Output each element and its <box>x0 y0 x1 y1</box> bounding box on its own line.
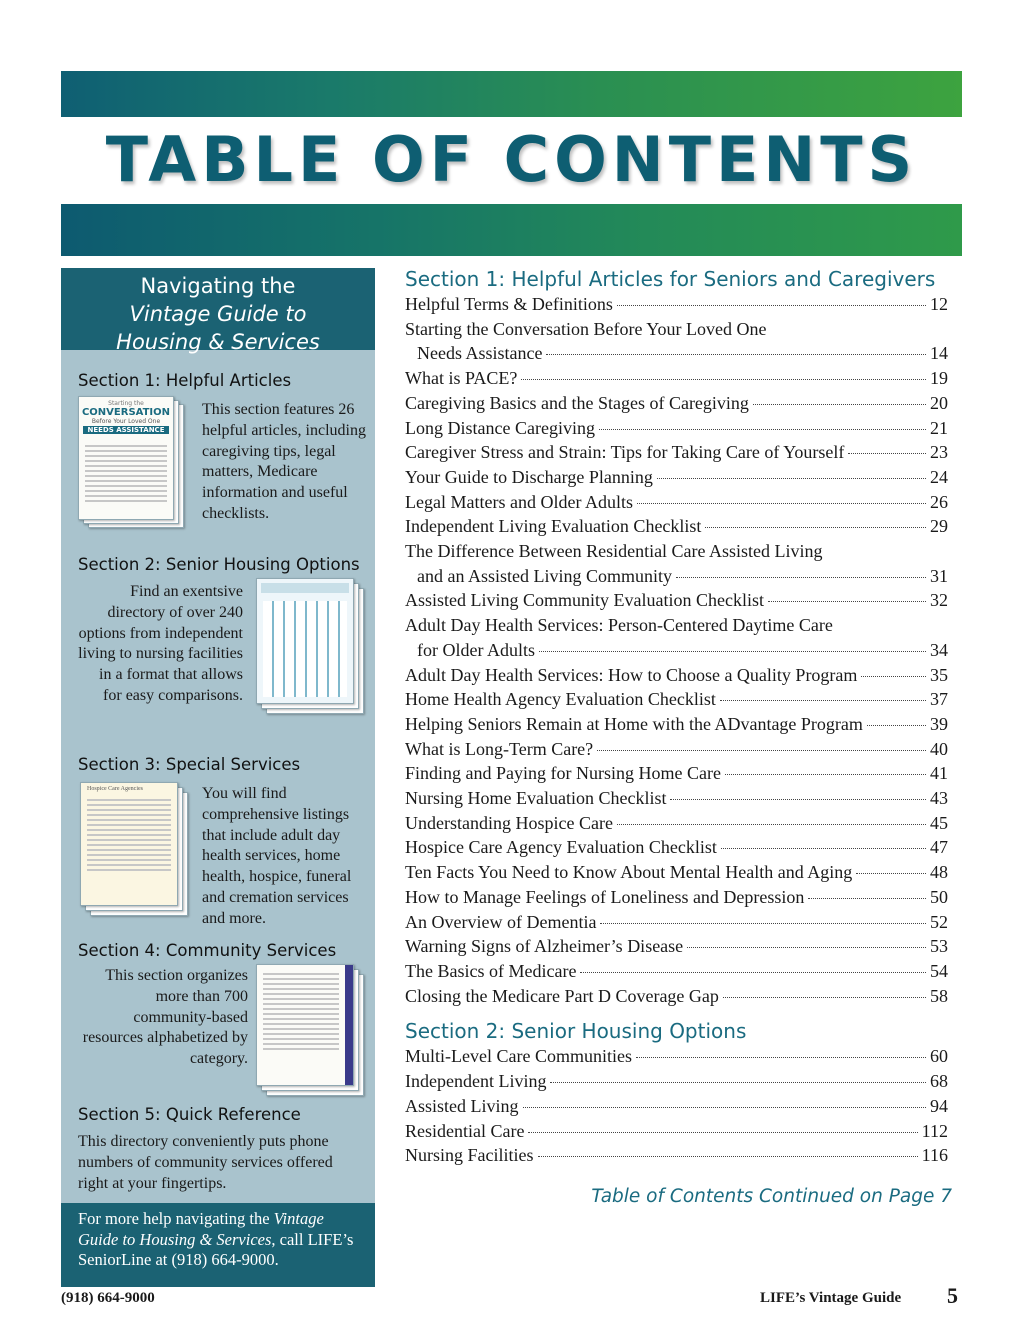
toc-entry <box>405 564 948 589</box>
toc-entry-title: Helpful Terms & Definitions <box>405 294 613 314</box>
sidebar-section-text: You will find comprehensive listings that include adult day health services, home health, hospice, funeral and cremation services and more. <box>202 785 352 927</box>
leader-dots <box>539 651 926 652</box>
sidebar-section-text: This section features 26 helpful articles, including caregiving tips, legal matters, Medicare information and useful checklists. <box>202 401 366 522</box>
toc-entry-title: Closing the Medicare Part D Coverage Gap <box>405 985 719 1006</box>
toc-entry <box>405 984 948 1009</box>
toc-entry-title: Independent Living Evaluation Checklist <box>405 516 702 537</box>
toc-entry <box>405 292 948 317</box>
housing-thumbnail <box>256 578 364 714</box>
leader-dots <box>753 404 926 405</box>
toc-page-number: 45 <box>930 812 948 833</box>
toc-page-number: 48 <box>930 862 948 883</box>
toc-page-number: 116 <box>921 1145 948 1166</box>
toc-entry <box>405 761 948 786</box>
toc-section-1-title: Section 1: Helpful Articles for Seniors and Caregivers <box>405 267 936 291</box>
toc-page-number: 47 <box>930 837 948 858</box>
page-number: 5 <box>947 1283 958 1308</box>
toc-page-number: 26 <box>930 491 948 512</box>
toc-entry-title: Caregiving Basics and the Stages of Caregiving <box>405 392 749 413</box>
toc-entry <box>405 514 948 539</box>
toc-entry-title: Warning Signs of Alzheimer’s Disease <box>405 936 684 957</box>
toc-entry-title: The Basics of Medicare <box>405 960 577 981</box>
toc-page-number: 23 <box>930 442 948 463</box>
toc-entry <box>405 860 948 885</box>
toc-page-number: 12 <box>930 294 948 314</box>
toc-entry-line: The Difference Between Residential Care Assisted Living <box>405 541 823 562</box>
toc-page-number: 39 <box>930 713 948 734</box>
toc-entry <box>405 416 948 441</box>
toc-entry <box>405 588 948 613</box>
toc-entry-line: Starting the Conversation Before Your Loved One <box>405 318 767 339</box>
leader-dots <box>597 750 926 751</box>
leader-dots <box>725 774 926 775</box>
toc-entry <box>405 341 948 366</box>
sidebar <box>61 268 375 1287</box>
sidebar-heading-line2: Vintage Guide to <box>129 302 307 326</box>
leader-dots <box>856 873 926 874</box>
toc-section-1-list <box>405 292 948 1008</box>
page-title: TABLE OF CONTENTS <box>105 123 918 196</box>
leader-dots <box>720 700 926 701</box>
toc-entry-title: Assisted Living <box>405 1095 519 1116</box>
toc-entry <box>405 885 948 910</box>
toc-entry <box>405 959 948 984</box>
sidebar-section-title: Section 2: Senior Housing Options <box>78 555 360 574</box>
toc-entry <box>405 737 948 762</box>
toc-entry <box>405 835 948 860</box>
services-thumbnail: Hospice Care Agencies <box>80 782 188 916</box>
toc-page-number: 68 <box>930 1071 948 1092</box>
toc-page-number: 53 <box>930 936 948 957</box>
footer-phone: (918) 664-9000 <box>61 1290 155 1306</box>
leader-dots <box>676 577 926 578</box>
sidebar-section-text: This directory conveniently puts phone numbers of community services offered right at your fingertips. <box>78 1133 333 1192</box>
toc-page-number: 94 <box>930 1095 948 1116</box>
toc-entry <box>405 1094 948 1119</box>
toc-page-number: 52 <box>930 911 948 932</box>
leader-dots <box>521 379 926 380</box>
sidebar-section-title: Section 5: Quick Reference <box>78 1105 301 1124</box>
header-band-top <box>61 71 962 117</box>
toc-entry-title: Ten Facts You Need to Know About Mental Health and Aging <box>405 862 853 883</box>
leader-dots <box>768 601 926 602</box>
toc-page-number: 14 <box>930 343 948 364</box>
leader-dots <box>617 824 926 825</box>
leader-dots <box>523 1107 926 1108</box>
toc-entry-title: Finding and Paying for Nursing Home Care <box>405 763 721 784</box>
toc-entry-title: Long Distance Caregiving <box>405 417 595 438</box>
leader-dots <box>705 527 926 528</box>
toc-entry-title: Helping Seniors Remain at Home with the ADvantage Program <box>405 713 863 734</box>
toc-page-number: 41 <box>930 763 948 784</box>
sidebar-section-5 <box>78 1104 368 1194</box>
leader-dots <box>637 503 926 504</box>
toc-entry-title: for Older Adults <box>417 639 535 660</box>
sidebar-section-title: Section 1: Helpful Articles <box>78 371 292 390</box>
footer-guide-name: LIFE’s Vintage Guide <box>760 1290 902 1306</box>
toc-entry-title: and an Assisted Living Community <box>417 565 672 586</box>
sidebar-section-text: This section organizes more than 700 community-based resources alphabetized by category. <box>82 967 248 1068</box>
toc-entry-title: Residential Care <box>405 1120 525 1141</box>
toc-entry-title: Hospice Care Agency Evaluation Checklist <box>405 837 717 858</box>
toc-entry-title: Nursing Home Evaluation Checklist <box>405 788 667 809</box>
continued-note: Table of Contents Continued on Page 7 <box>591 1186 952 1207</box>
toc-section-2-title: Section 2: Senior Housing Options <box>405 1019 747 1044</box>
toc-page-number: 24 <box>930 466 948 487</box>
toc-page-number: 40 <box>930 738 948 759</box>
table-of-contents <box>405 266 948 1168</box>
leader-dots <box>528 1132 917 1133</box>
leader-dots <box>657 478 926 479</box>
sidebar-heading-line3: Housing & Services <box>116 330 320 354</box>
toc-entry <box>405 366 948 391</box>
toc-section-2-list <box>405 1044 948 1168</box>
toc-entry-title: Nursing Facilities <box>405 1145 534 1166</box>
leader-dots <box>721 848 926 849</box>
leader-dots <box>867 725 926 726</box>
toc-page-number: 43 <box>930 788 948 809</box>
toc-entry-title: Legal Matters and Older Adults <box>405 491 633 512</box>
toc-entry-title: Caregiver Stress and Strain: Tips for Taking Care of Yourself <box>405 442 845 463</box>
sidebar-section-3 <box>78 754 368 927</box>
sidebar-section-4 <box>78 940 368 1068</box>
sidebar-section-2 <box>78 554 368 704</box>
toc-entry-title: Adult Day Health Services: How to Choose a Quality Program <box>405 664 858 685</box>
toc-entry <box>405 490 948 515</box>
leader-dots <box>580 972 926 973</box>
toc-page-number: 54 <box>930 960 948 981</box>
leader-dots <box>546 354 926 355</box>
toc-page-number: 31 <box>930 565 948 586</box>
toc-entry <box>405 1069 948 1094</box>
toc-entry-title: Multi-Level Care Communities <box>405 1046 632 1067</box>
toc-entry-title: Assisted Living Community Evaluation Checklist <box>405 590 764 611</box>
toc-entry-title: Home Health Agency Evaluation Checklist <box>405 689 716 710</box>
toc-page-number: 50 <box>930 886 948 907</box>
toc-entry <box>405 638 948 663</box>
community-thumbnail <box>256 964 364 1096</box>
toc-entry <box>405 934 948 959</box>
toc-entry-title: Your Guide to Discharge Planning <box>405 466 653 487</box>
toc-page-number: 112 <box>921 1120 948 1141</box>
leader-dots <box>550 1082 926 1083</box>
toc-page-number: 34 <box>930 639 948 660</box>
toc-entry-title: What is Long-Term Care? <box>405 738 594 759</box>
toc-page-number: 32 <box>930 590 948 611</box>
toc-entry-title: Independent Living <box>405 1071 547 1092</box>
toc-entry <box>405 1143 948 1168</box>
toc-entry <box>405 440 948 465</box>
toc-entry <box>405 465 948 490</box>
toc-entry <box>405 687 948 712</box>
toc-entry <box>405 811 948 836</box>
toc-page-number: 60 <box>930 1046 948 1067</box>
toc-entry <box>405 910 948 935</box>
sidebar-footer: For more help navigating the Vintage Guide to Housing & Services, call LIFE’s SeniorLine at (918) 664-9000. <box>61 1203 375 1287</box>
header-band-bottom <box>61 204 962 256</box>
article-thumbnail: Starting the CONVERSATION Before Your Loved One NEEDS ASSISTANCE <box>78 396 184 528</box>
toc-page-number: 19 <box>930 368 948 389</box>
toc-entry <box>405 1119 948 1144</box>
leader-dots <box>723 997 926 998</box>
leader-dots <box>538 1156 918 1157</box>
toc-entry <box>405 712 948 737</box>
toc-page-number: 58 <box>930 985 948 1006</box>
toc-entry-title: Understanding Hospice Care <box>405 812 613 833</box>
leader-dots <box>848 453 926 454</box>
toc-entry-title: An Overview of Dementia <box>405 911 597 932</box>
toc-entry-title: What is PACE? <box>405 368 518 389</box>
toc-entry <box>405 663 948 688</box>
sidebar-section-title: Section 3: Special Services <box>78 755 301 774</box>
leader-dots <box>636 1057 926 1058</box>
sidebar-heading-line1: Navigating the <box>140 274 296 298</box>
toc-entry-title: Needs Assistance <box>417 343 543 364</box>
toc-entry <box>405 391 948 416</box>
leader-dots <box>687 947 926 948</box>
toc-page-number: 35 <box>930 664 948 685</box>
sidebar-section-title: Section 4: Community Services <box>78 941 337 960</box>
sidebar-section-1 <box>78 370 368 522</box>
leader-dots <box>808 898 926 899</box>
toc-page-number: 20 <box>930 392 948 413</box>
sidebar-heading <box>61 268 375 354</box>
leader-dots <box>599 429 926 430</box>
leader-dots <box>617 305 926 306</box>
toc-entry <box>405 786 948 811</box>
toc-entry-line: Adult Day Health Services: Person-Centered Daytime Care <box>405 615 833 636</box>
leader-dots <box>670 799 926 800</box>
toc-entry <box>405 1044 948 1069</box>
toc-page-number: 21 <box>930 417 948 438</box>
leader-dots <box>861 676 926 677</box>
toc-page-number: 37 <box>930 689 948 710</box>
sidebar-section-text: Find an exentsive directory of over 240 options from independent living to nursing facilities in a format that allows for easy comparisons. <box>78 583 243 704</box>
leader-dots <box>600 923 926 924</box>
toc-entry-title: How to Manage Feelings of Loneliness and Depression <box>405 886 805 907</box>
toc-page-number: 29 <box>930 516 948 537</box>
